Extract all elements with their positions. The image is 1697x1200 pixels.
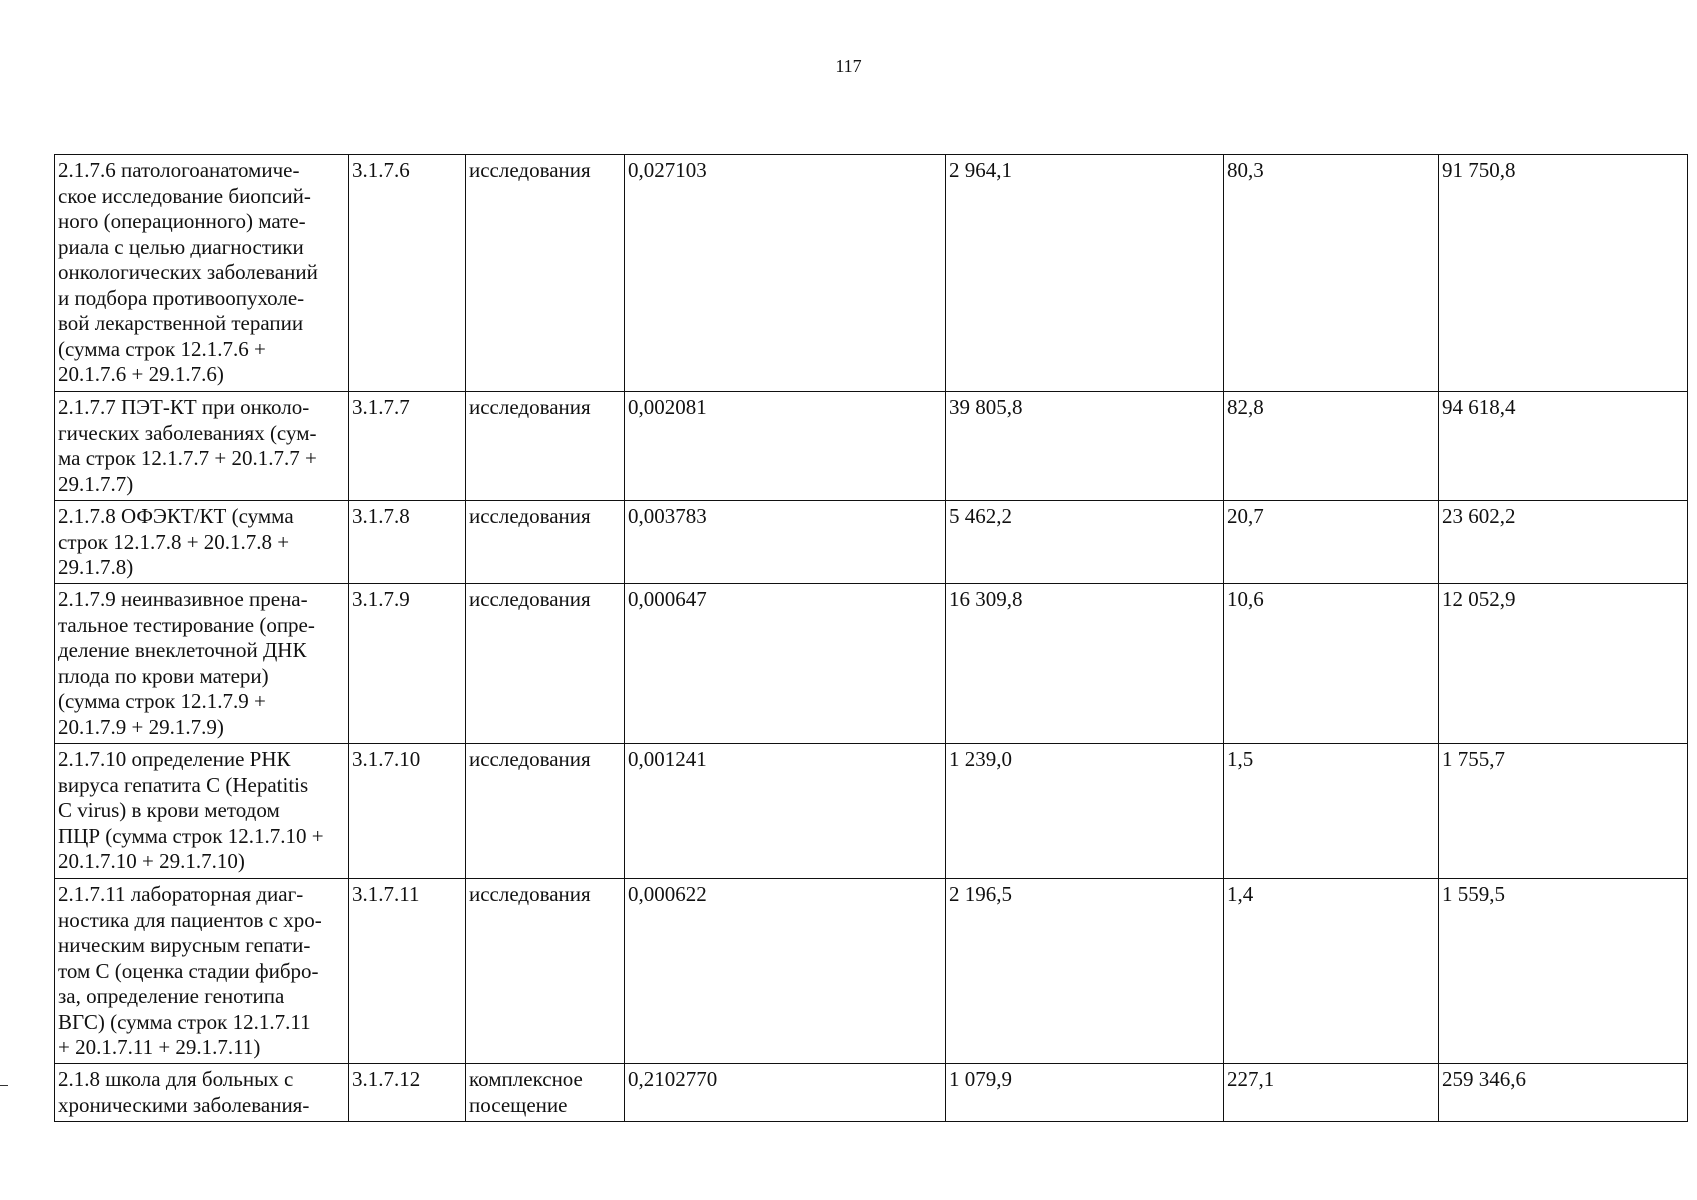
row-per-capita: 1,5 — [1227, 747, 1254, 771]
row-per-capita-cell — [1224, 584, 1439, 744]
row-unit-cell — [466, 584, 625, 744]
row-unit: исследования — [469, 747, 591, 771]
row-norm: 0,003783 — [628, 504, 707, 528]
row-name-cell — [55, 392, 349, 501]
row-code-cell — [349, 879, 466, 1064]
row-code: 3.1.7.7 — [352, 395, 410, 419]
row-cost-cell — [946, 879, 1224, 1064]
row-total-cell — [1439, 501, 1688, 584]
row-per-capita-cell — [1224, 155, 1439, 392]
row-name: 2.1.7.6 патологоанатомиче- ское исследование биопсий- ного (операционного) мате- риала с целью диагностики онкологических заболеваний и подбора противоопухоле- вой лекарственной терапии (сумма строк 12.1.7.6 + 20.1.7.6 + 29.1.7.6) — [58, 158, 318, 386]
row-total: 12 052,9 — [1442, 587, 1516, 611]
row-total: 259 346,6 — [1442, 1067, 1526, 1091]
row-per-capita: 80,3 — [1227, 158, 1264, 182]
row-per-capita: 82,8 — [1227, 395, 1264, 419]
row-norm-cell — [625, 879, 946, 1064]
row-total: 23 602,2 — [1442, 504, 1516, 528]
row-name: 2.1.8 школа для больных с хроническими заболевания- — [58, 1067, 310, 1117]
table-row — [55, 501, 1688, 584]
page-number: 117 — [835, 56, 862, 76]
row-per-capita-cell — [1224, 1064, 1439, 1122]
data-table — [54, 154, 1688, 1122]
row-cost: 5 462,2 — [949, 504, 1012, 528]
table-row — [55, 1064, 1688, 1122]
row-norm-cell — [625, 1064, 946, 1122]
row-norm: 0,001241 — [628, 747, 707, 771]
row-per-capita-cell — [1224, 501, 1439, 584]
row-total-cell — [1439, 392, 1688, 501]
row-norm: 0,002081 — [628, 395, 707, 419]
row-cost-cell — [946, 501, 1224, 584]
row-code: 3.1.7.8 — [352, 504, 410, 528]
row-code-cell — [349, 1064, 466, 1122]
margin-mark — [0, 1085, 8, 1086]
row-name: 2.1.7.10 определение РНК вируса гепатита С (Hepatitis C virus) в крови методом ПЦР (сумма строк 12.1.7.10 + 20.1.7.10 + 29.1.7.10) — [58, 747, 324, 873]
row-per-capita-cell — [1224, 879, 1439, 1064]
row-cost-cell — [946, 584, 1224, 744]
row-unit: исследования — [469, 504, 591, 528]
table-row — [55, 584, 1688, 744]
row-norm: 0,000622 — [628, 882, 707, 906]
row-cost: 2 196,5 — [949, 882, 1012, 906]
row-norm-cell — [625, 584, 946, 744]
row-code-cell — [349, 155, 466, 392]
row-per-capita: 10,6 — [1227, 587, 1264, 611]
row-unit-cell — [466, 744, 625, 879]
row-total: 1 755,7 — [1442, 747, 1505, 771]
row-name: 2.1.7.11 лабораторная диаг- ностика для пациентов с хро- ническим вирусным гепати- том С (оценка стадии фибро- за, определение генотипа ВГС) (сумма строк 12.1.7.11 + 20.1.7.11 + 29.1.7.11) — [58, 882, 322, 1059]
row-unit-cell — [466, 1064, 625, 1122]
row-code: 3.1.7.9 — [352, 587, 410, 611]
row-name-cell — [55, 879, 349, 1064]
row-code: 3.1.7.11 — [352, 882, 420, 906]
row-name: 2.1.7.7 ПЭТ-КТ при онколо- гических заболеваниях (сум- ма строк 12.1.7.7 + 20.1.7.7 + 29.1.7.7) — [58, 395, 317, 496]
row-unit: исследования — [469, 158, 591, 182]
table-row — [55, 392, 1688, 501]
row-per-capita: 20,7 — [1227, 504, 1264, 528]
row-name: 2.1.7.9 неинвазивное прена- тальное тестирование (опре- деление внеклеточной ДНК плода по крови матери) (сумма строк 12.1.7.9 + 20.1.7.9 + 29.1.7.9) — [58, 587, 315, 739]
row-total-cell — [1439, 744, 1688, 879]
row-name-cell — [55, 155, 349, 392]
row-name-cell — [55, 1064, 349, 1122]
row-total: 91 750,8 — [1442, 158, 1516, 182]
row-per-capita: 227,1 — [1227, 1067, 1275, 1091]
row-cost: 1 239,0 — [949, 747, 1012, 771]
row-unit: исследования — [469, 587, 591, 611]
row-total-cell — [1439, 155, 1688, 392]
row-cost: 2 964,1 — [949, 158, 1012, 182]
row-unit-cell — [466, 879, 625, 1064]
table-row — [55, 155, 1688, 392]
row-per-capita-cell — [1224, 392, 1439, 501]
row-code-cell — [349, 584, 466, 744]
row-code: 3.1.7.10 — [352, 747, 421, 771]
row-cost-cell — [946, 392, 1224, 501]
row-norm: 0,000647 — [628, 587, 707, 611]
row-unit: исследования — [469, 882, 591, 906]
row-total-cell — [1439, 584, 1688, 744]
row-name-cell — [55, 744, 349, 879]
row-cost: 1 079,9 — [949, 1067, 1012, 1091]
row-unit-cell — [466, 501, 625, 584]
row-cost-cell — [946, 155, 1224, 392]
row-unit-cell — [466, 155, 625, 392]
row-norm-cell — [625, 392, 946, 501]
row-code-cell — [349, 501, 466, 584]
row-code: 3.1.7.12 — [352, 1067, 421, 1091]
row-cost: 16 309,8 — [949, 587, 1023, 611]
row-total-cell — [1439, 1064, 1688, 1122]
row-total-cell — [1439, 879, 1688, 1064]
row-per-capita-cell — [1224, 744, 1439, 879]
row-code: 3.1.7.6 — [352, 158, 410, 182]
row-name: 2.1.7.8 ОФЭКТ/КТ (сумма строк 12.1.7.8 + 20.1.7.8 + 29.1.7.8) — [58, 504, 294, 579]
row-norm: 0,027103 — [628, 158, 707, 182]
row-norm: 0,2102770 — [628, 1067, 718, 1091]
row-code-cell — [349, 392, 466, 501]
row-code-cell — [349, 744, 466, 879]
row-norm-cell — [625, 501, 946, 584]
row-name-cell — [55, 584, 349, 744]
table-row — [55, 744, 1688, 879]
row-cost-cell — [946, 1064, 1224, 1122]
row-name-cell — [55, 501, 349, 584]
row-total: 1 559,5 — [1442, 882, 1505, 906]
table-row — [55, 879, 1688, 1064]
row-unit: исследования — [469, 395, 591, 419]
row-cost: 39 805,8 — [949, 395, 1023, 419]
row-total: 94 618,4 — [1442, 395, 1516, 419]
row-cost-cell — [946, 744, 1224, 879]
row-norm-cell — [625, 155, 946, 392]
row-per-capita: 1,4 — [1227, 882, 1254, 906]
row-unit-cell — [466, 392, 625, 501]
row-norm-cell — [625, 744, 946, 879]
row-unit: комплексное посещение — [469, 1067, 583, 1117]
